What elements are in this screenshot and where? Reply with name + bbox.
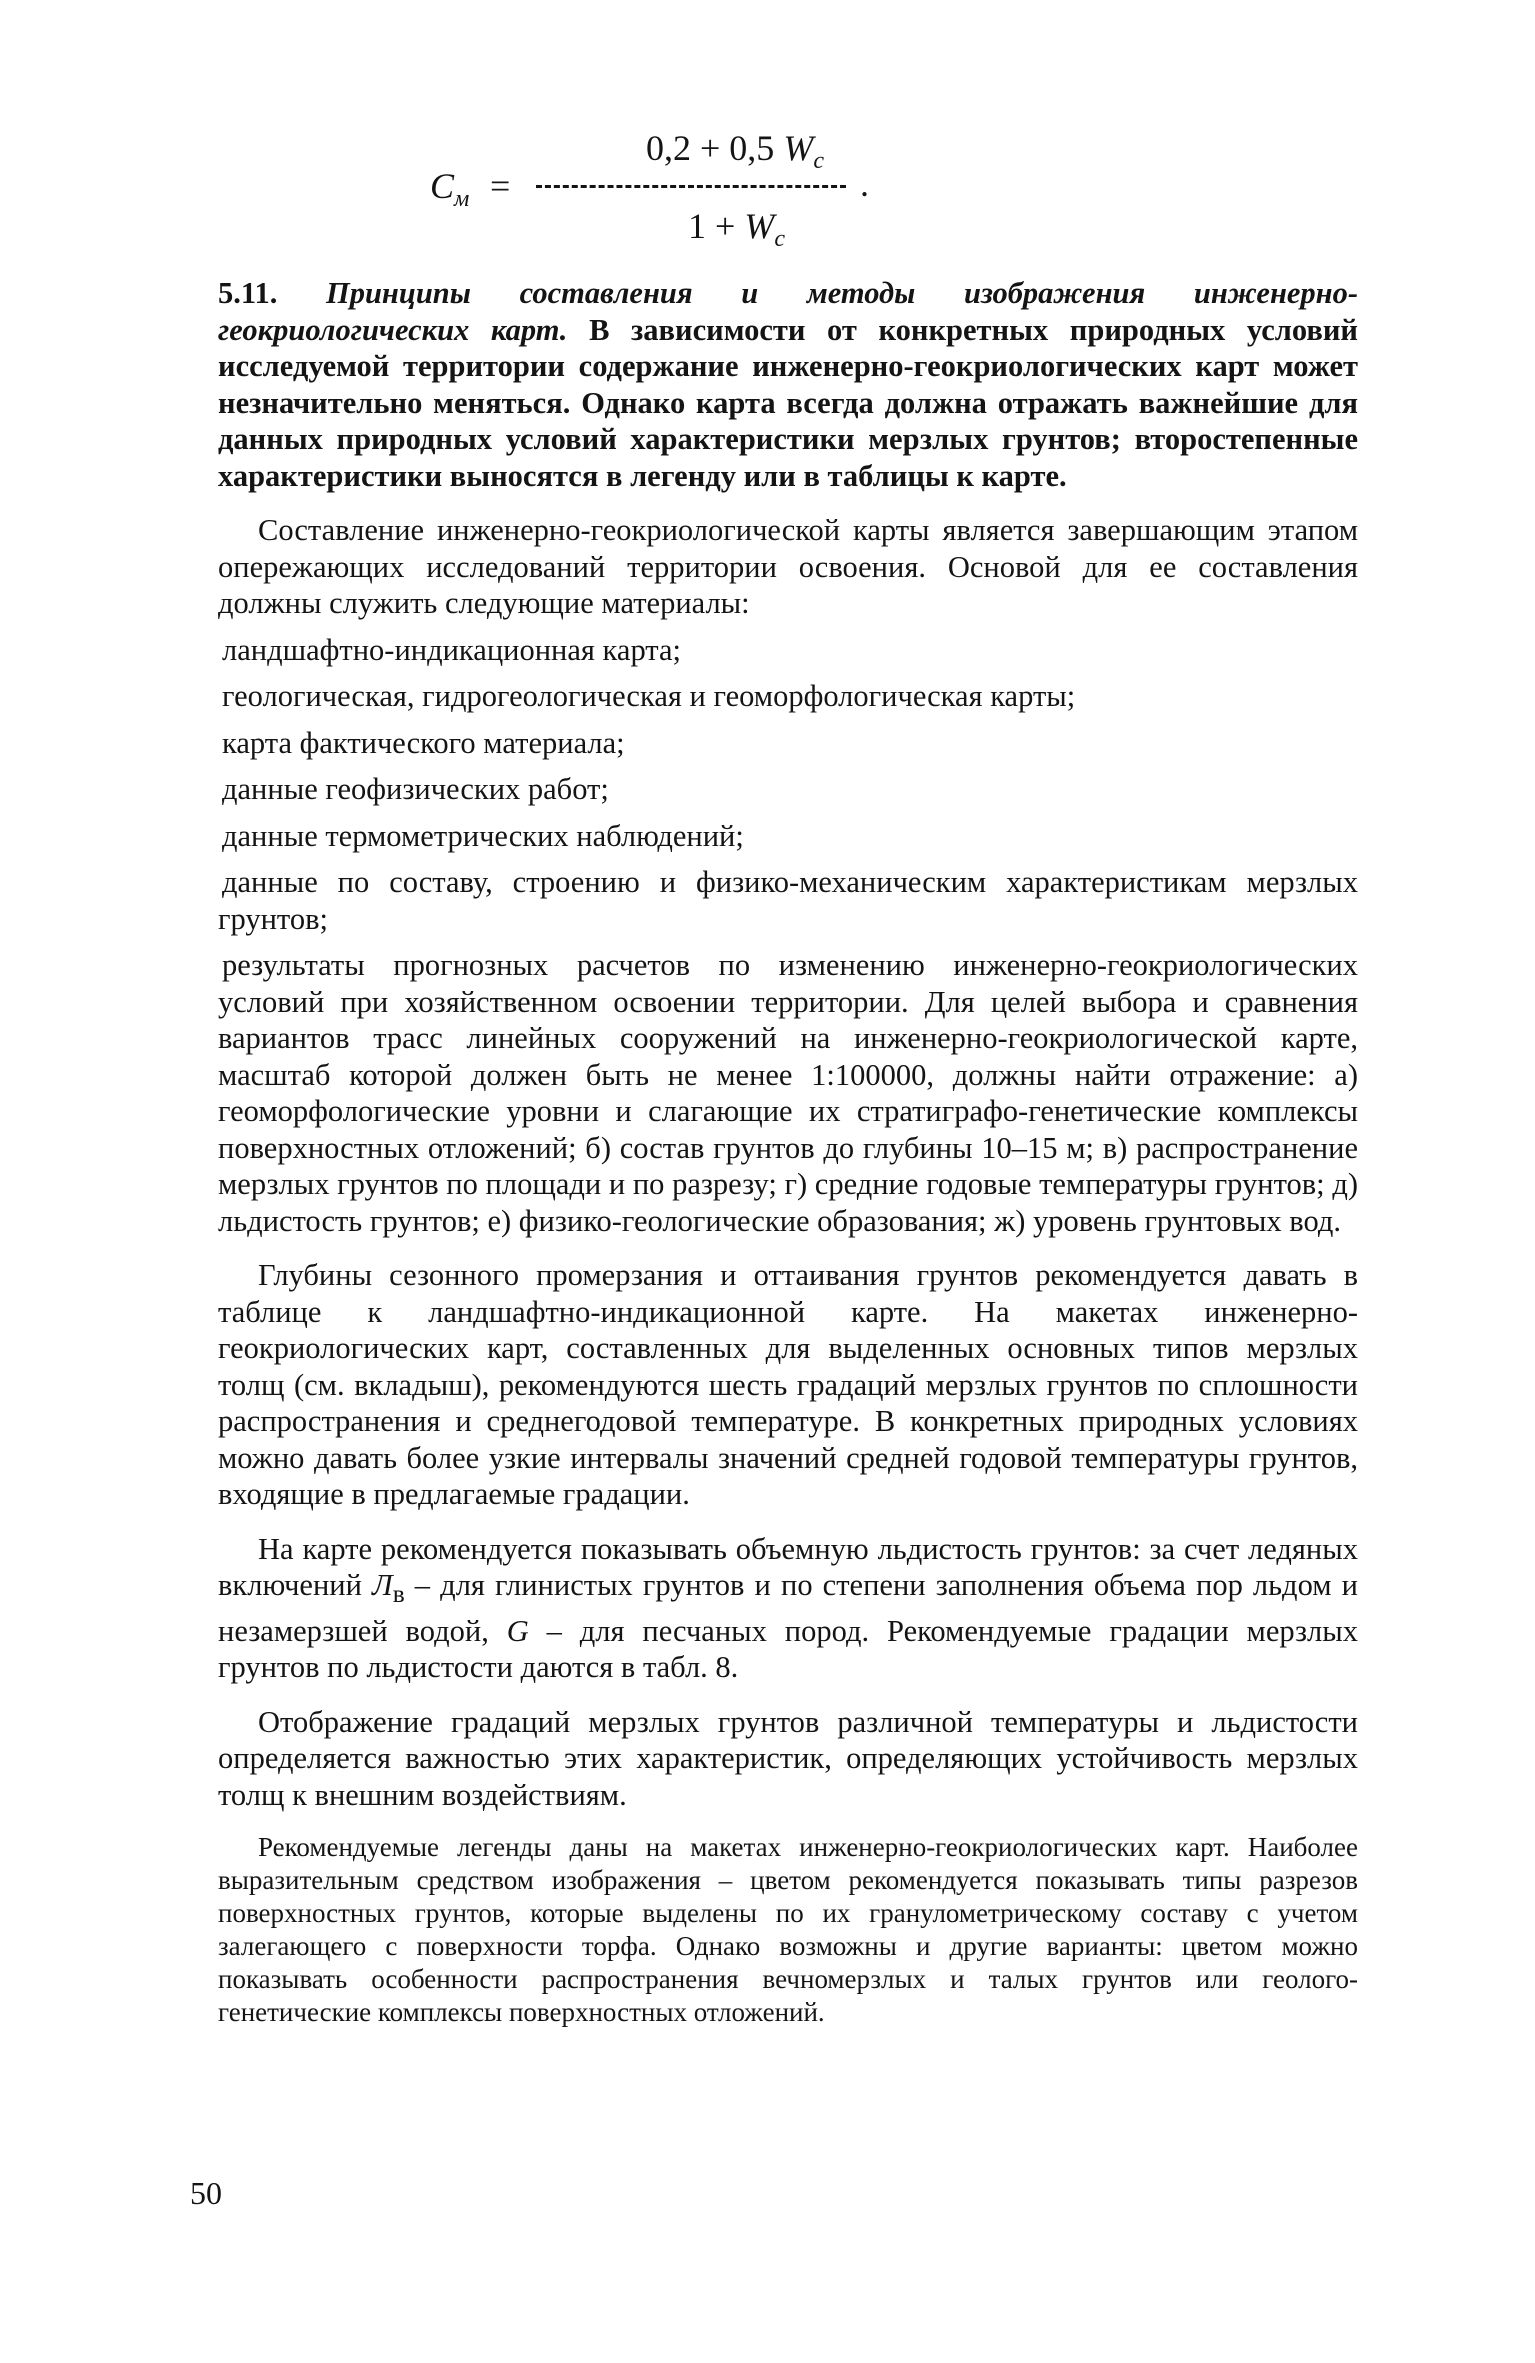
list-item: геологическая, гидрогеологическая и геоморфологическая карты; bbox=[222, 679, 1076, 713]
paragraph-materials-intro: Составление инженерно-геокриологической карты является завершающим этапом опережающих исследований территории освоения. Основой для ее составления должны служить следующие материалы: bbox=[218, 513, 1358, 620]
formula-lhs: $C_м$ bbox=[430, 166, 470, 213]
section-5-11 bbox=[218, 275, 1358, 494]
formula-equals: = bbox=[490, 166, 511, 206]
list-item: данные термометрических наблюдений; bbox=[222, 818, 744, 853]
paragraph-ice-content: На карте рекомендуется показывать объемную льдистость грунтов: за счет ледяных включений $Л_в$ – для глинистых грунтов и по степени заполнения объема пор льдом и незамерзшей водой, G – для песчаных пород. Рекомендуемые градации мерзлых грунтов по льдистости даются в табл. 8. bbox=[218, 1531, 1358, 1685]
formula-denominator: $1 + W_c$ bbox=[688, 206, 785, 253]
list-item: данные геофизических работ; bbox=[222, 772, 609, 806]
paragraph-seasonal-freezing: Глубины сезонного промерзания и оттаивания грунтов рекомендуется давать в таблице к ландшафтно-индикационной карте. На макетах инженерно-геокриологических карт, составленных для выделенных основных типов мерзлых толщ (см. вкладыш), рекомендуются шесть градаций мерзлых грунтов по сплошности распространения и среднегодовой температуре. В конкретных природных условиях можно давать более узкие интервалы значений средней годовой температуры грунтов, входящие в предлагаемые градации. bbox=[218, 1258, 1358, 1511]
paragraph-legends: Рекомендуемые легенды даны на макетах инженерно-геокриологических карт. Наиболее выразительным средством изображения – цветом рекомендуется показывать типы разрезов поверхностных грунтов, которые выделены по их гранулометрическому составу с учетом залегающего с поверхности торфа. Однако возможны и другие варианты: цветом можно показывать особенности распространения вечномерзлых и талых грунтов или геолого-генетические комплексы поверхностных отложений. bbox=[218, 1832, 1358, 2028]
formula-fraction-bar bbox=[536, 185, 846, 188]
list-item: карта фактического материала; bbox=[222, 725, 625, 760]
paragraph-gradations-display: Отображение градаций мерзлых грунтов различной температуры и льдистости определяется важностью этих характеристик, определяющих устойчивость мерзлых толщ к внешним воздействиям. bbox=[218, 1704, 1358, 1812]
formula-numerator: 0,2 + 0,5 $W_c$ bbox=[646, 128, 824, 175]
list-item: ландшафтно-индикационная карта; bbox=[222, 632, 682, 667]
materials-list bbox=[218, 632, 1358, 1240]
formula-end: . bbox=[860, 164, 869, 204]
list-item: данные по составу, строению и физико-механическим характеристикам мерзлых грунтов; bbox=[218, 865, 1358, 936]
section-heading: Принципы составления и методы изображения инженерно-геокриологических карт. bbox=[218, 276, 1359, 347]
section-body: В зависимости от конкретных природных условий исследуемой территории содержание инженерно-геокриологических карт может незначительно меняться. Однако карта всегда должна отражать важнейшие для данных природных условий характеристики мерзлых грунтов; второстепенные характеристики выносятся в легенду или в таблицы к карте. bbox=[218, 312, 1358, 493]
page-content bbox=[218, 115, 1358, 2029]
formula-block bbox=[218, 115, 1358, 265]
section-number: 5.11. bbox=[218, 276, 278, 310]
page-number: 50 bbox=[190, 2175, 222, 2211]
list-item: результаты прогнозных расчетов по изменению инженерно-геокриологических условий при хозяйственном освоении территории. Для целей выбора и сравнения вариантов трасс линейных сооружений на инженерно-геокриологической карте, масштаб которой должен быть не менее 1:100000, должны найти отражение: а) геоморфологические уровни и слагающие их стратиграфо-генетические комплексы поверхностных отложений; б) состав грунтов до глубины 10–15 м; в) распространение мерзлых грунтов по площади и по разрезу; г) средние годовые температуры грунтов; д) льдистость грунтов; е) физико-геологические образования; ж) уровень грунтовых вод. bbox=[218, 948, 1358, 1238]
